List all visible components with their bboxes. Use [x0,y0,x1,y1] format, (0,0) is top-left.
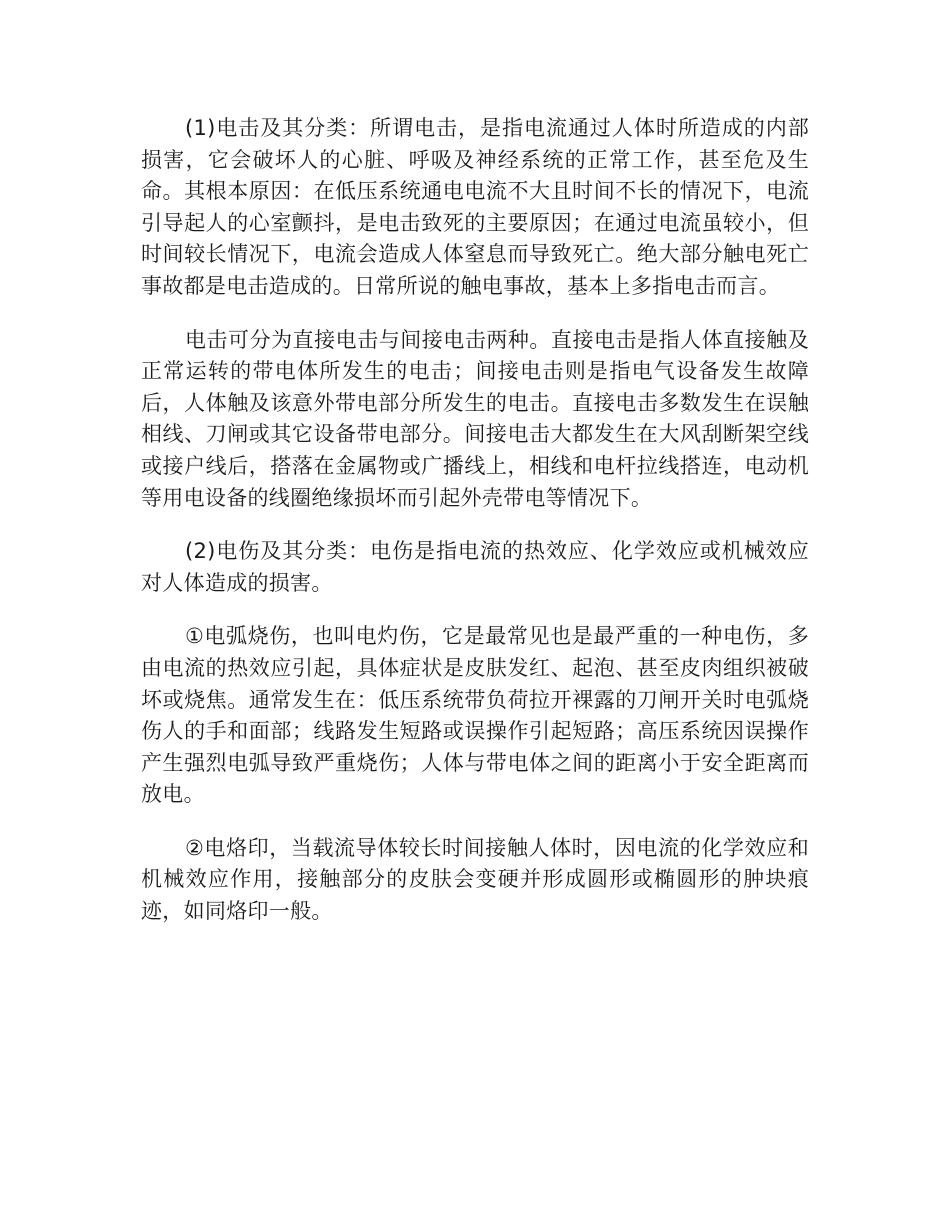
paragraph-electric-injury-definition: (2)电伤及其分类：电伤是指电流的热效应、化学效应或机械效应对人体造成的损害。 [141,539,809,595]
paragraph-arc-burn: ①电弧烧伤，也叫电灼伤，它是最常见也是最严重的一种电伤，多由电流的热效应引起，具体症状是皮肤发红、起泡、甚至皮肉组织被破坏或烧焦。通常发生在：低压系统带负荷拉开裸露的刀闸开关时电弧烧伤人的手和面部；线路发生短路或误操作引起短路；高压系统因误操作产生强烈电弧导致严重烧伤；人体与带电体之间的距离小于安全距离而放电。 [141,624,809,807]
paragraph-electric-mark: ②电烙印，当载流导体较长时间接触人体时，因电流的化学效应和机械效应作用，接触部分的皮肤会变硬并形成圆形或椭圆形的肿块痕迹，如同烙印一般。 [141,835,809,924]
document-body [141,113,809,950]
paragraph-electric-shock-definition: (1)电击及其分类：所谓电击，是指电流通过人体时所造成的内部损害，它会破坏人的心脏、呼吸及神经系统的正常工作，甚至危及生命。其根本原因：在低压系统通电电流不大且时间不长的情况下，电流引导起人的心室颤抖，是电击致死的主要原因；在通过电流虽较小，但时间较长情况下，电流会造成人体窒息而导致死亡。绝大部分触电死亡事故都是电击造成的。日常所说的触电事故，基本上多指电击而言。 [141,116,809,298]
paragraph-shock-types: 电击可分为直接电击与间接电击两种。直接电击是指人体直接触及正常运转的带电体所发生的电击；间接电击则是指电气设备发生故障后，人体触及该意外带电部分所发生的电击。直接电击多数发生在误触相线、刀闸或其它设备带电部分。间接电击大都发生在大风刮断架空线或接户线后，搭落在金属物或广播线上，相线和电杆拉线搭连，电动机等用电设备的线圈绝缘损坏而引起外壳带电等情况下。 [141,327,809,510]
